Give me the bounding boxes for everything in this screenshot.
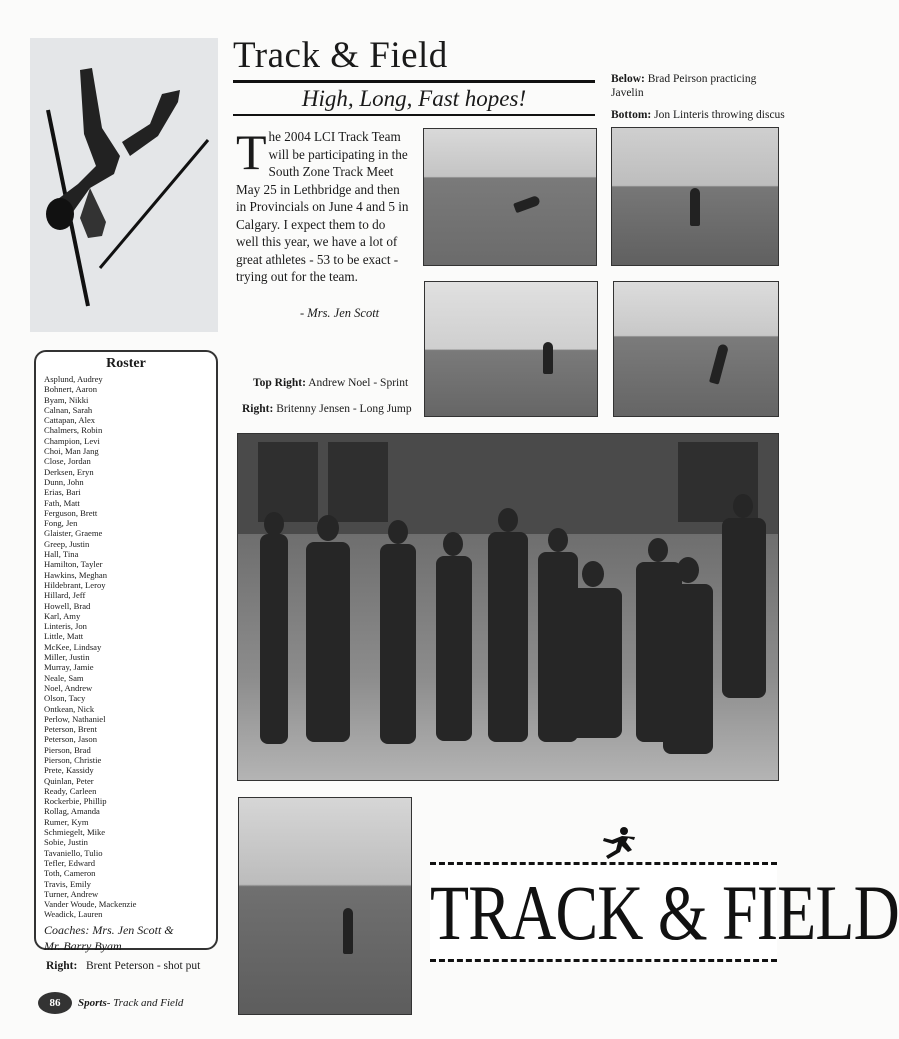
roster-name: Schmiegelt, Mike xyxy=(44,827,106,838)
roster-name: Choi, Man Jang xyxy=(44,446,99,457)
roster-name: Karl, Amy xyxy=(44,610,81,621)
roster-heading: Roster xyxy=(106,356,146,371)
roster-name: Rumer, Kym xyxy=(44,816,89,827)
roster-name: Travis, Emily xyxy=(44,878,91,889)
caption-right: Right: Britenny Jensen - Long Jump xyxy=(242,403,412,415)
roster-name: Howell, Brad xyxy=(44,600,91,611)
story-signature: - Mrs. Jen Scott xyxy=(300,306,380,320)
page-subtitle: High, Long, Fast hopes! xyxy=(301,86,527,111)
roster-name: Champion, Levi xyxy=(44,435,100,446)
roster-name: Dunn, John xyxy=(44,476,84,487)
story-text xyxy=(236,124,410,286)
roster-name: Prete, Kassidy xyxy=(44,765,94,776)
roster-name: Rockerbie, Phillip xyxy=(44,796,107,807)
roster-name: Murray, Jamie xyxy=(44,662,94,673)
roster-name: Tefler, Edward xyxy=(44,857,96,868)
caption-shot-put: Right: Brent Peterson - shot put xyxy=(46,960,201,972)
caption-top-right: Top Right: Andrew Noel - Sprint xyxy=(253,377,409,389)
roster-name: Vander Woude, Mackenzie xyxy=(44,899,137,910)
pole-vault-illustration xyxy=(30,38,218,332)
roster-name: Erias, Bari xyxy=(44,487,81,498)
coaches-line-2: Mr. Barry Byam xyxy=(44,938,122,953)
photo-discus xyxy=(611,127,779,266)
roster-name: McKee, Lindsay xyxy=(44,641,102,652)
photo-javelin xyxy=(423,128,597,266)
caption-bottom: Bottom: Jon Linteris throwing discus xyxy=(611,109,785,121)
page-number: 86 xyxy=(38,992,72,1014)
roster-name: Derksen, Eryn xyxy=(44,466,94,477)
roster-name: Calnan, Sarah xyxy=(44,404,93,415)
roster-name: Tavaniello, Tulio xyxy=(44,847,103,858)
roster-name: Ontkean, Nick xyxy=(44,703,95,714)
page-footer xyxy=(38,992,183,1014)
roster-name: Pierson, Christie xyxy=(44,754,102,765)
roster-name: Chalmers, Robin xyxy=(44,425,103,436)
roster-name: Perlow, Nathaniel xyxy=(44,713,106,724)
footer-section: Sports xyxy=(78,997,107,1009)
roster-name: Toth, Cameron xyxy=(44,868,96,879)
roster-name: Ready, Carleen xyxy=(44,785,97,796)
coaches-credit xyxy=(44,922,216,954)
roster-name: Hall, Tina xyxy=(44,549,79,560)
roster-name: Fong, Jen xyxy=(44,518,78,529)
roster-name: Rollag, Amanda xyxy=(44,806,100,817)
roster-name: Hildebrant, Leroy xyxy=(44,579,106,590)
photo-shot-put xyxy=(238,797,412,1015)
story-body: he 2004 LCI Track Team will be participating in the South Zone Track Meet May 25 in Lethbridge and then in Provincials on June 4 and 5 in Calgary. I expect them to do well this year, we have a lot of great athletes - 53 to be exact - trying out for the team. xyxy=(236,129,409,284)
photo-team xyxy=(237,433,779,781)
roster-name: Peterson, Jason xyxy=(44,734,97,745)
roster-name: Miller, Justin xyxy=(44,652,90,663)
roster-name: Greep, Justin xyxy=(44,538,90,549)
roster-name: Pierson, Brad xyxy=(44,744,91,755)
roster-name: Sobie, Justin xyxy=(44,837,88,848)
photo-sprint xyxy=(424,281,598,417)
roster-name: Peterson, Brent xyxy=(44,724,97,735)
roster-name: Ferguson, Brett xyxy=(44,507,98,518)
roster-list xyxy=(44,374,216,920)
roster-name: Close, Jordan xyxy=(44,456,91,467)
roster-name: Neale, Sam xyxy=(44,672,84,683)
roster-name: Hamilton, Tayler xyxy=(44,559,103,570)
subtitle-rule xyxy=(233,114,595,116)
runner-icon xyxy=(598,826,638,865)
roster-name: Weadick, Lauren xyxy=(44,909,103,920)
title-rule xyxy=(233,80,595,83)
roster-name: Fath, Matt xyxy=(44,497,80,508)
roster-name: Olson, Tacy xyxy=(44,693,86,704)
roster-name: Hillard, Jeff xyxy=(44,590,86,601)
roster-box xyxy=(34,350,218,953)
roster-name: Linteris, Jon xyxy=(44,621,87,632)
photo-long-jump xyxy=(613,281,779,417)
footer-subsection: - Track and Field xyxy=(106,997,184,1009)
roster-name: Turner, Andrew xyxy=(44,888,99,899)
drop-cap: T xyxy=(236,124,267,180)
roster-name: Hawkins, Meghan xyxy=(44,569,108,580)
caption-below: Below: Brad Peirson practicing Javelin xyxy=(611,73,757,99)
roster-name: Little, Matt xyxy=(44,631,84,642)
roster-name: Cattapan, Alex xyxy=(44,415,96,426)
roster-name: Quinlan, Peter xyxy=(44,775,94,786)
roster-name: Asplund, Audrey xyxy=(44,374,103,384)
roster-name: Noel, Andrew xyxy=(44,682,93,693)
roster-name: Glaister, Graeme xyxy=(44,528,103,539)
roster-name: Byam, Nikki xyxy=(44,394,89,405)
roster-name: Bohnert, Aaron xyxy=(44,384,97,395)
track-field-logo: TRACK & FIELD xyxy=(430,862,777,962)
page-title: Track & Field xyxy=(233,35,448,76)
coaches-line-1: Coaches: Mrs. Jen Scott & xyxy=(44,922,174,937)
